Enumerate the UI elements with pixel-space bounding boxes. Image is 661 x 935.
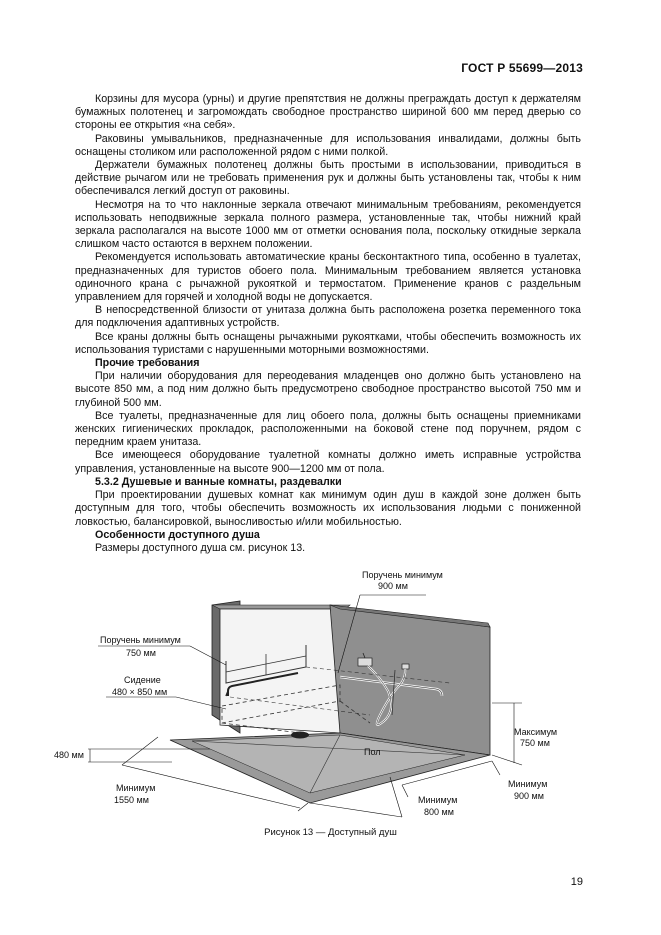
- back-wall: [220, 609, 340, 733]
- max-750-value: 750 мм: [520, 738, 550, 748]
- figure-caption: Рисунок 13 — Доступный душ: [264, 827, 397, 838]
- shower-features-heading: Особенности доступного душа: [95, 528, 260, 541]
- paragraph: В непосредственной близости от унитаза должна быть расположена розетка переменного тока для подключения адаптивных устройств.: [75, 304, 581, 330]
- paragraph: Все туалеты, предназначенные для лиц обоего пола, должны быть оснащены приемниками женских гигиенических прокладок, расположенными на боковой стене под поручнем, рядом с передним краем унитаза.: [75, 409, 581, 449]
- standard-header: ГОСТ Р 55699—2013: [461, 61, 583, 75]
- paragraph: Держатели бумажных полотенец должны быть простыми в использовании, приводиться в действие рычагом или не требовать применения рук и должны быть установлены так, чтобы к ним обеспечивался легкий доступ от раковины.: [75, 159, 581, 198]
- dimension-line: [122, 737, 158, 765]
- rail-top-value: 900 мм: [378, 581, 408, 591]
- max-750-label: Максимум: [514, 727, 558, 737]
- paragraph: При проектировании душевых комнат как минимум один душ в каждой зоне должен быть доступным для того, чтобы обеспечить возможность их использования людьми с пониженной ловкостью, балансировкой, выносливостью и/или мобильностью.: [75, 489, 581, 528]
- min-1550-value: 1550 мм: [114, 795, 149, 805]
- min-800-value: 800 мм: [424, 807, 454, 817]
- min-900-label: Минимум: [508, 779, 548, 789]
- shower-figure: [40, 565, 600, 827]
- dimension-line: [492, 761, 500, 775]
- seat-label: Сидение: [124, 675, 161, 685]
- figure-reference: Размеры доступного душа см. рисунок 13.: [95, 541, 306, 554]
- back-wall-top: [212, 605, 350, 609]
- min-900-value: 900 мм: [514, 791, 544, 801]
- page-number: 19: [570, 876, 583, 888]
- paragraph: При наличии оборудования для переодевания младенцев оно должно быть установлено на высоте 850 мм, а под ним должно быть предусмотрено свободное пространство высотой 750 мм и глубиной 500 мм.: [75, 370, 581, 409]
- dimension-line: [298, 803, 308, 811]
- body-text: [75, 93, 581, 555]
- paragraph: Раковины умывальников, предназначенные для использования инвалидами, должны быть оснащены столиком или расположенной рядом с ними полкой.: [75, 132, 581, 158]
- rail-top-label: Поручень минимум: [362, 570, 443, 580]
- shower-diagram: [40, 565, 600, 827]
- dimension-line: [402, 785, 408, 797]
- min-800-label: Минимум: [418, 795, 458, 805]
- shower-mixer-icon: [358, 658, 372, 666]
- min-1550-label: Минимум: [116, 783, 156, 793]
- floor-label: Пол: [364, 747, 381, 757]
- paragraph: Все имеющееся оборудование туалетной комнаты должно иметь исправные устройства управления, установленные на высоте 900—1200 мм от пола.: [75, 449, 581, 475]
- seat-value: 480 × 850 мм: [112, 687, 168, 697]
- height-480-label: 480 мм: [54, 750, 84, 760]
- paragraph: Рекомендуется использовать автоматические краны бесконтактного типа, особенно в туалетах, предназначенных для туристов обоего пола. Минимальным требованием является установка одиночного крана с рычажной рукояткой и термостатом. Применение кранов с раздельным управлением для горячей и холодной воды не допускается.: [75, 251, 581, 304]
- rail-left-label: Поручень минимум: [100, 635, 181, 645]
- paragraph: Все краны должны быть оснащены рычажными рукоятками, чтобы обеспечить возможность их использования туристами с нарушенными моторными возможностями.: [75, 330, 581, 356]
- dimension-line: [492, 755, 522, 765]
- paragraph: Несмотря на то что наклонные зеркала отвечают минимальным требованиям, рекомендуется использовать неподвижные зеркала полного размера, установленные так, чтобы нижний край зеркала располагался на высоте 1000 мм от отметки основания пола, поскольку откидные зеркала слишком часто остаются в верхнем положении.: [75, 198, 581, 251]
- paragraph: Корзины для мусора (урны) и другие препятствия не должны преграждать доступ к держателям бумажных полотенец и загромождать свободное пространство шириной 600 мм перед дверью со стороны ее открытия «на себя».: [75, 93, 581, 132]
- rail-left-value: 750 мм: [126, 648, 156, 658]
- other-requirements-heading: Прочие требования: [95, 357, 200, 370]
- section-heading: 5.3.2 Душевые и ванные комнаты, раздевалки: [95, 475, 342, 488]
- dimension-line: [310, 803, 402, 817]
- dimension-line: [390, 777, 402, 817]
- shower-head-icon: [402, 664, 409, 669]
